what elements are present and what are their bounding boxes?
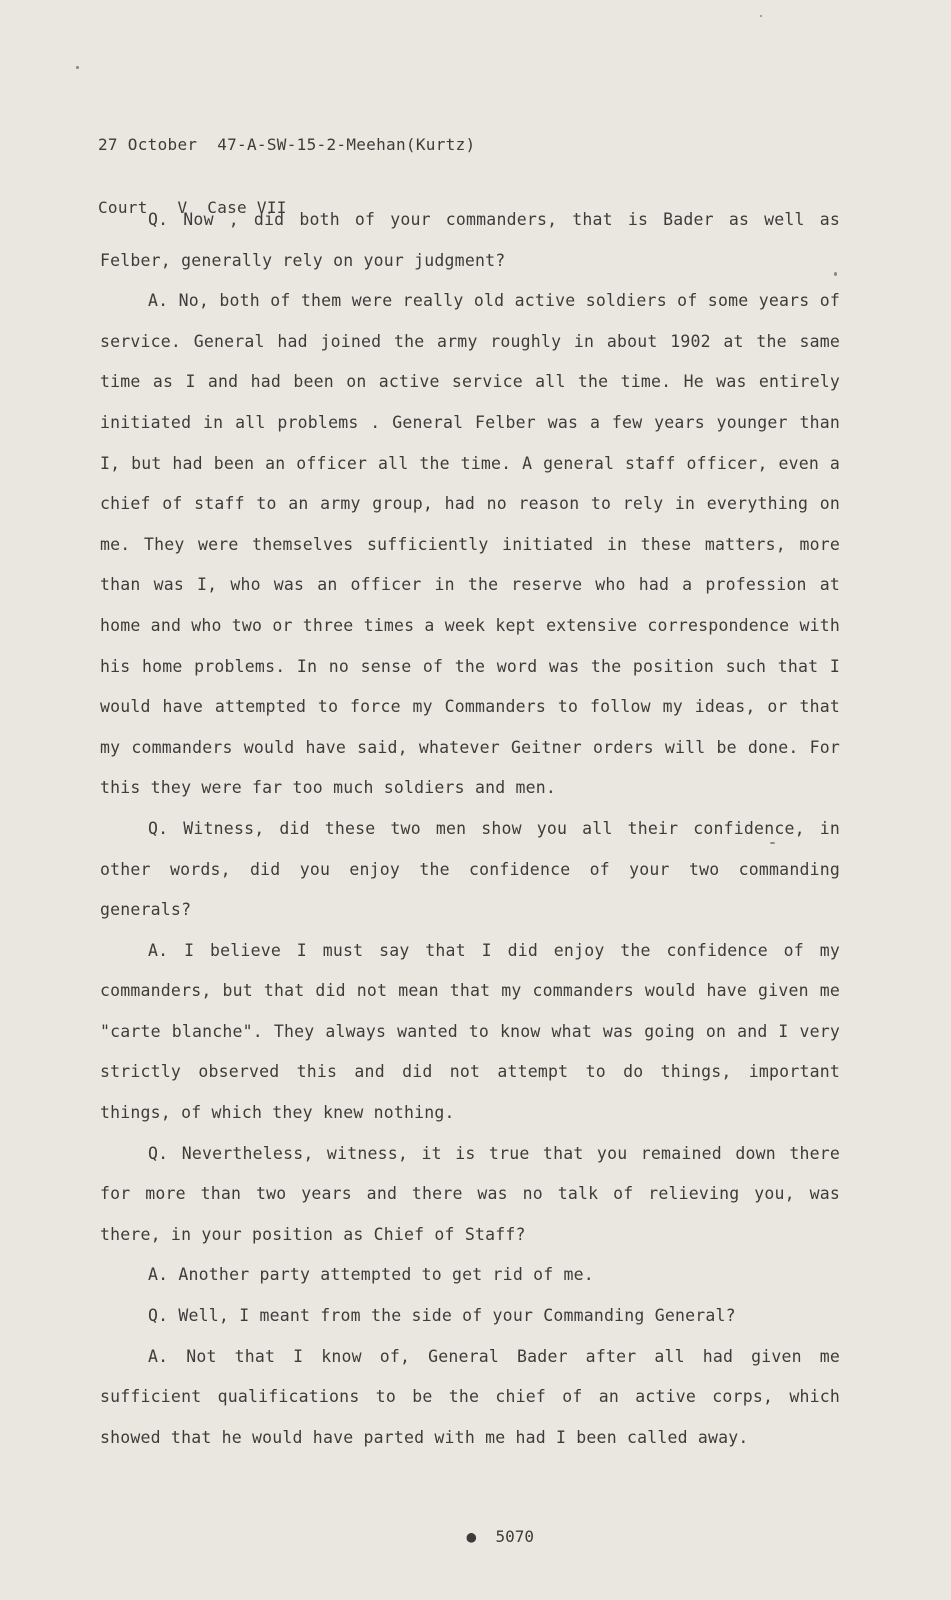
header-court-case: Court V Case VII <box>98 198 287 217</box>
page-number-value: 5070 <box>495 1527 534 1546</box>
page-mark-icon: ● <box>466 1527 496 1546</box>
testimony-paragraph: A. I believe I must say that I did enjoy the confidence of my commanders, but that did not mean that my commanders would have given me "carte blanche". They always wanted to know what was going on and I very strictly observed this and did not attempt to do things, important things, of which they knew nothing. <box>100 940 840 1123</box>
page-number <box>428 1508 534 1565</box>
testimony-paragraph: A. No, both of them were really old active soldiers of some years of service. General had joined the army roughly in about 1902 at the same time as I and had been on active service all the time. He was entirely initiated in all problems . General Felber was a few years younger than I, but had been an officer all the time. A general staff officer, even a chief of staff to an army group, had no reason to rely in everything on me. They were themselves sufficiently initiated in these matters, more than was I, who was an officer in the reserve who had a profession at home and who two or three times a week kept extensive correspondence with his home problems. In no sense of the word was the position such that I would have attempted to force my Commanders to follow my ideas, or that my commanders would have said, whatever Geitner orders will be done. For this they were far too much soldiers and men. <box>100 291 840 798</box>
testimony-paragraph: Q. Nevertheless, witness, it is true that you remained down there for more than two years and there was no talk of relieving you, was there, in your position as Chief of Staff? <box>100 1143 840 1244</box>
testimony-paragraph: Q. Well, I meant from the side of your Commanding General? <box>148 1306 736 1326</box>
testimony-paragraph: Q. Now , did both of your commanders, that is Bader as well as Felber, generally rely on your judgment? <box>100 210 840 270</box>
testimony-paragraph: Q. Witness, did these two men show you all their confidence, in other words, did you enjoy the confidence of your two commanding generals? <box>100 818 840 920</box>
paper-speck <box>760 15 762 17</box>
paper-speck <box>834 272 837 276</box>
testimony-paragraph: A. Another party attempted to get rid of me. <box>148 1265 594 1285</box>
paper-speck <box>76 66 79 69</box>
testimony-paragraph: A. Not that I know of, General Bader after all had given me sufficient qualifications to be the chief of an active corps, which showed that he would have parted with me had I been called away. <box>100 1346 840 1447</box>
paper-speck <box>770 842 775 844</box>
testimony-body <box>100 200 840 1458</box>
header-date-reference: 27 October 47-A-SW-15-2-Meehan(Kurtz) <box>98 135 476 154</box>
